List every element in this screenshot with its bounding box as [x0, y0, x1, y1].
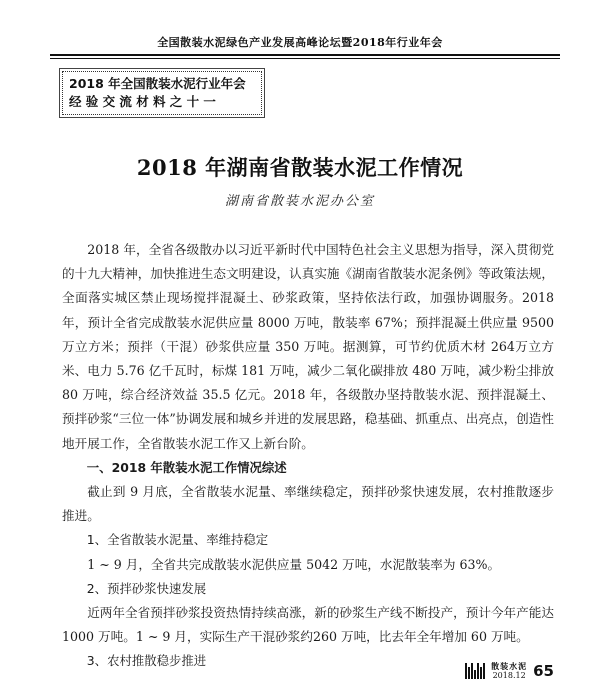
subsection-heading: 1、全省散装水泥量、率维持稳定	[86, 532, 269, 548]
subsection-paragraph: 1 ~ 9 月，全省共完成散装水泥供应量 5042 万吨，水泥散装率为 63%。	[87, 556, 501, 572]
section-paragraph: 截止到 9 月底，全省散装水泥量、率继续稳定，预拌砂浆快速发展，农村推散逐步推进。	[62, 484, 554, 524]
running-head: 全国散装水泥绿色产业发展高峰论坛暨2018年行业年会	[157, 36, 443, 49]
subsection-heading: 2、预拌砂浆快速发展	[86, 580, 207, 596]
subsection-heading: 3、农村推散稳步推进	[86, 653, 207, 669]
series-label-line2: 经验交流材料之十一	[69, 94, 221, 109]
series-label-box	[62, 71, 262, 115]
section-heading: 一、2018 年散装水泥工作情况综述	[86, 459, 287, 475]
header-rule-thin	[50, 58, 560, 59]
series-label-line1: 2018 年全国散装水泥行业年会	[69, 76, 246, 91]
journal-info	[491, 662, 527, 680]
article-title: 2018 年湖南省散装水泥工作情况	[136, 155, 464, 180]
page-number: 65	[533, 662, 554, 680]
journal-issue: 2018.12	[492, 671, 526, 680]
journal-name: 散装水泥	[491, 661, 528, 671]
header-rule	[50, 54, 560, 56]
article-author: 湖南省散装水泥办公室	[224, 194, 375, 209]
intro-paragraph: 2018 年，全省各级散办以习近平新时代中国特色社会主义思想为指导，深入贯彻党的十九大精神，加快推进生态文明建设，认真实施《湖南省散装水泥条例》等政策法规，全面落实城区禁止现场搅拌混凝土、砂浆政策，坚持依法行政，加强协调服务。2018 年，预计全省完成散装水泥供应量 8000 万吨，散装率 67%；预拌混凝土供应量 9500万立方米；预拌（干混）砂浆供应量 350 万吨。据测算，可节约优质木材 264万立方米、电力 5.76 亿千瓦时，标煤 181 万吨，减少二氧化碳排放 480 万吨，减少粉尘排放 80 万吨，综合经济效益 35.5 亿元。2018 年，各级散办坚持散装水泥、预拌混凝土、预拌砂浆“三位一体”协调发展和城乡并进的发展思路，稳基础、抓重点、出亮点，创造性地开展工作，全省散装水泥工作又上新台阶。	[62, 242, 554, 451]
subsection-paragraph: 近两年全省预拌砂浆投资热情持续高涨，新的砂浆生产线不断投产，预计今年产能达1000 万吨。1 ~ 9 月，实际生产干混砂浆约260 万吨，比去年全年增加 60 万吨。	[62, 605, 554, 645]
barcode-icon	[465, 663, 485, 679]
page-footer	[465, 660, 554, 682]
article-body	[62, 238, 554, 674]
